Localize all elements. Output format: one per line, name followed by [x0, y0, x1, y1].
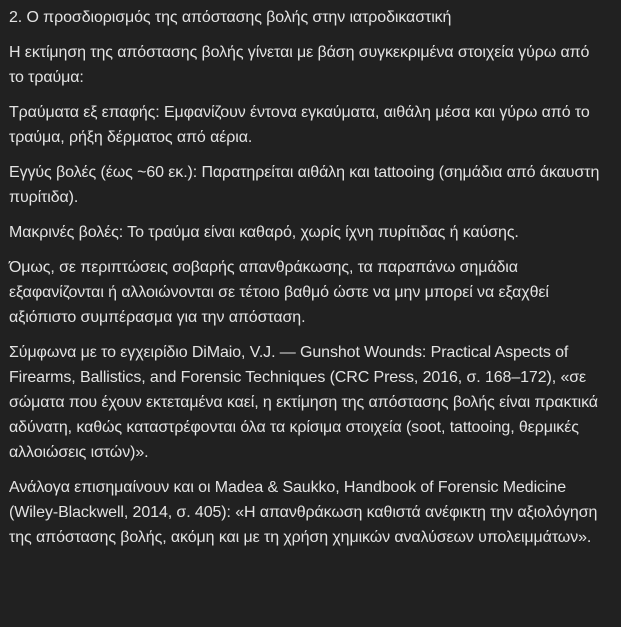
paragraph-intro: Η εκτίμηση της απόστασης βολής γίνεται με βάση συγκεκριμένα στοιχεία γύρω από το τραύμα: — [9, 44, 590, 86]
paragraph-contact-wounds: Τραύματα εξ επαφής: Εμφανίζουν έντονα εγκαύματα, αιθάλη μέσα και γύρω από το τραύμα, ρήξη δέρματος από αέρια. — [9, 104, 590, 146]
paragraph-madea-saukko-citation: Ανάλογα επισημαίνουν και οι Madea & Saukko, Handbook of Forensic Medicine (Wiley-Blackwell, 2014, σ. 405): «Η απανθράκωση καθιστά ανέφικτη την αξιολόγηση της απόστασης βολής, ακόμη και με τη χρήση χημικών αναλύσεων υπολειμμάτων». — [9, 479, 598, 546]
paragraph-dimaio-citation: Σύμφωνα με το εγχειρίδιο DiMaio, V.J. — Gunshot Wounds: Practical Aspects of Firearms, Ballistics, and Forensic Techniques (CRC Press, 2016, σ. 168–172), «σε σώματα που έχουν εκτεταμένα καεί, η εκτίμηση της απόστασης βολής είναι πρακτικά αδύνατη, καθώς καταστρέφονται όλα τα κρίσιμα στοιχεία (soot, tattooing, θερμικές αλλοιώσεις ιστών)». — [9, 344, 598, 461]
paragraph-distant-shots: Μακρινές βολές: Το τραύμα είναι καθαρό, χωρίς ίχνη πυρίτιδας ή καύσης. — [9, 224, 519, 241]
paragraph-close-range-shots: Εγγύς βολές (έως ~60 εκ.): Παρατηρείται αιθάλη και tattooing (σημάδια από άκαυστη πυρίτιδα). — [9, 164, 600, 206]
section-heading: 2. Ο προσδιορισμός της απόστασης βολής στην ιατροδικαστική — [9, 9, 452, 26]
paragraph-charring-caveat: Όμως, σε περιπτώσεις σοβαρής απανθράκωσης, τα παραπάνω σημάδια εξαφανίζονται ή αλλοιώνονται σε τέτοιο βαθμό ώστε να μην μπορεί να εξαχθεί αξιόπιστο συμπέρασμα για την απόσταση. — [9, 259, 549, 326]
